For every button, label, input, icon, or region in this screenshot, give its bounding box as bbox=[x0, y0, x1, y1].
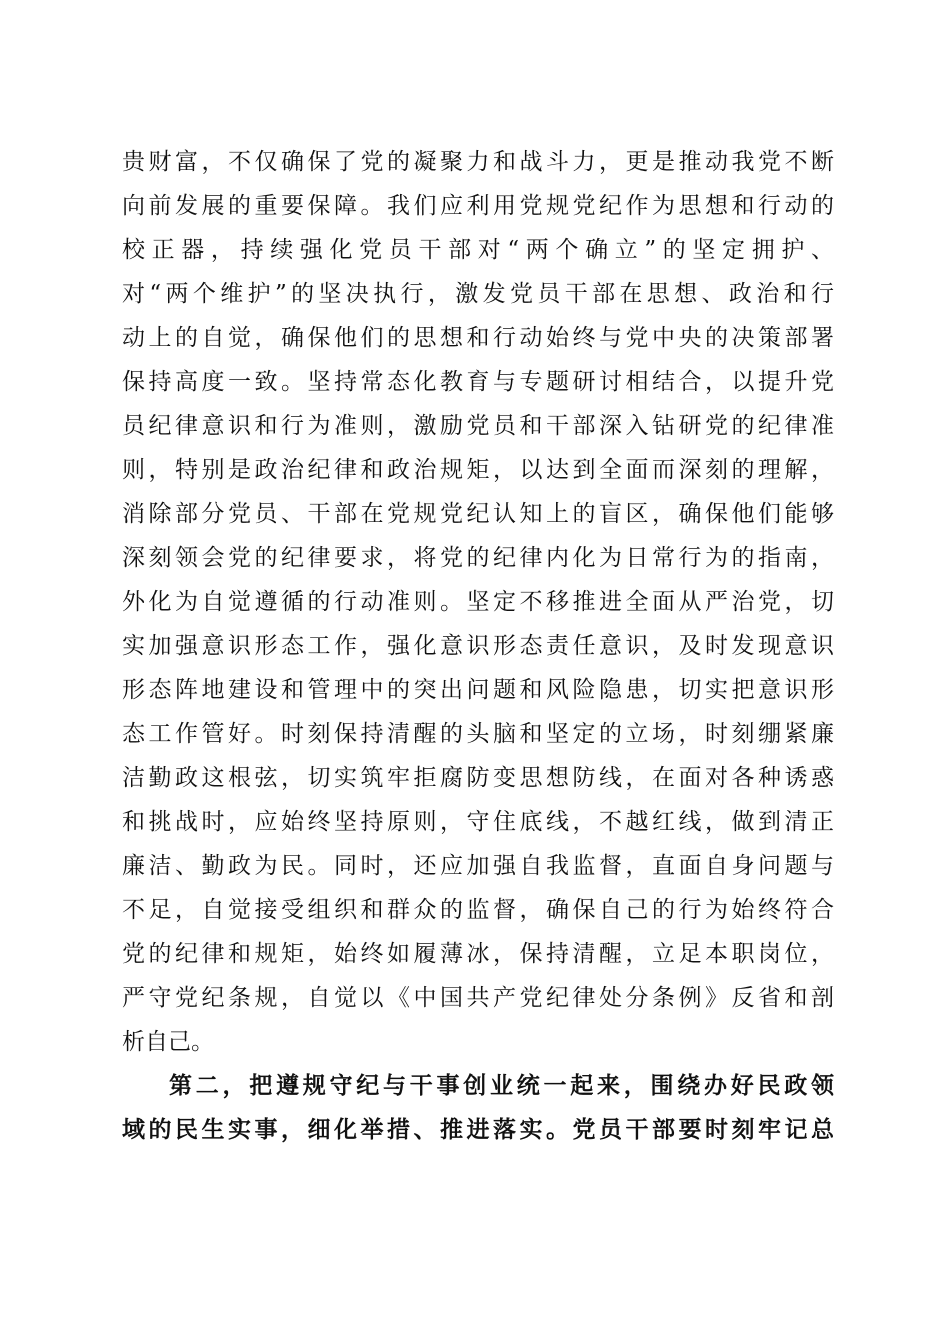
paragraph-2 bbox=[122, 1064, 834, 1152]
paragraph-line: 域的民生实事，细化举措、推进落实。党员干部要时刻牢记总 bbox=[122, 1116, 834, 1143]
paragraph-line: 员纪律意识和行为准则，激励党员和干部深入钻研党的纪律准 bbox=[122, 413, 834, 439]
paragraph-line: 严守党纪条规，自觉以《中国共产党纪律处分条例》反省和剖 bbox=[122, 985, 834, 1011]
paragraph-line: 动上的自觉，确保他们的思想和行动始终与党中央的决策部署 bbox=[122, 325, 834, 351]
paragraph-line: 实加强意识形态工作，强化意识形态责任意识，及时发现意识 bbox=[122, 633, 834, 659]
paragraph-line: 洁勤政这根弦，切实筑牢拒腐防变思想防线，在面对各种诱惑 bbox=[122, 765, 834, 791]
paragraph-line: 贵财富，不仅确保了党的凝聚力和战斗力，更是推动我党不断 bbox=[122, 149, 834, 175]
paragraph-line: 深刻领会党的纪律要求，将党的纪律内化为日常行为的指南， bbox=[122, 545, 834, 571]
paragraph-line: 析自己。 bbox=[122, 1029, 214, 1055]
paragraph-line: 不足，自觉接受组织和群众的监督，确保自己的行为始终符合 bbox=[122, 897, 834, 923]
paragraph-heading-line: 第二，把遵规守纪与干事创业统一起来，围绕办好民政领 bbox=[169, 1072, 834, 1099]
paragraph-1 bbox=[122, 140, 834, 1064]
paragraph-line: 廉洁、勤政为民。同时，还应加强自我监督，直面自身问题与 bbox=[122, 853, 834, 879]
paragraph-line: 校正器，持续强化党员干部对“两个确立”的坚定拥护、 bbox=[122, 237, 834, 263]
paragraph-line: 对“两个维护”的坚决执行，激发党员干部在思想、政治和行 bbox=[122, 281, 834, 307]
paragraph-line: 保持高度一致。坚持常态化教育与专题研讨相结合，以提升党 bbox=[122, 369, 834, 395]
paragraph-line: 党的纪律和规矩，始终如履薄冰，保持清醒，立足本职岗位， bbox=[122, 941, 834, 967]
paragraph-line: 向前发展的重要保障。我们应利用党规党纪作为思想和行动的 bbox=[122, 193, 834, 219]
document-body bbox=[122, 140, 834, 1152]
paragraph-line: 和挑战时，应始终坚持原则，守住底线，不越红线，做到清正 bbox=[122, 809, 834, 835]
paragraph-line: 消除部分党员、干部在党规党纪认知上的盲区，确保他们能够 bbox=[122, 501, 834, 527]
paragraph-line: 态工作管好。时刻保持清醒的头脑和坚定的立场，时刻绷紧廉 bbox=[122, 721, 834, 747]
paragraph-line: 外化为自觉遵循的行动准则。坚定不移推进全面从严治党，切 bbox=[122, 589, 834, 615]
paragraph-line: 形态阵地建设和管理中的突出问题和风险隐患，切实把意识形 bbox=[122, 677, 834, 703]
paragraph-line: 则，特别是政治纪律和政治规矩，以达到全面而深刻的理解， bbox=[122, 457, 834, 483]
